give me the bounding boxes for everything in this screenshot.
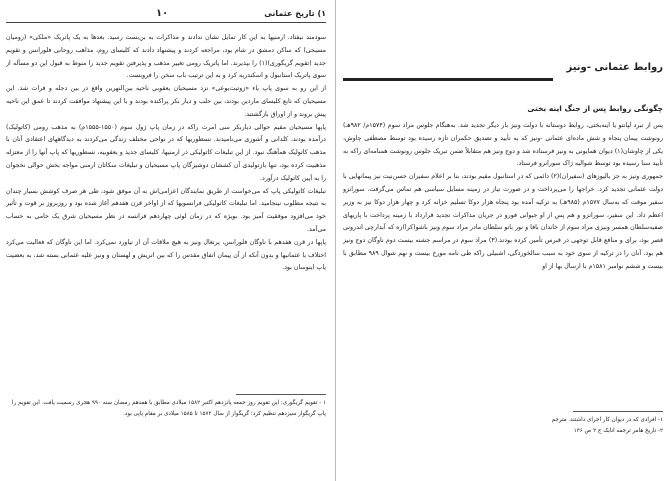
- footnote: ۱- افرادی که در دیوان کار اجرای داشتند. مترجم: [551, 417, 663, 423]
- right-page: [343, 6, 663, 475]
- left-page: [6, 6, 326, 475]
- left-footnotes: [6, 398, 326, 419]
- left-page-body: [6, 32, 326, 387]
- section-title: چگونگی روابط پس از جنگ اینه بختی: [527, 104, 663, 113]
- paragraph: پاپها در قرن هفدهم با ناوگان فلورانس، پرتغال ونیز به هیچ ملاقات آن از نیاورد نمی‌کرد. اما این ناوگان که فعالیت می‌کرد اختلاف با عثمانیها و بدون آنکه از آن پیمان اتفاق مقدس را که بین اتریش و لهستان و ونیز علیه عثمانی بسته شد، به بعضیت پاپ اینوسان بود.: [6, 238, 326, 272]
- book-gutter: [335, 0, 336, 481]
- right-page-body: [343, 120, 663, 396]
- paragraph: جمهوری ونیز به جز بالیوزهای (سفیران)(۲) دائمی که در استانبول مقیم بودند، بنا بر اعلام سفیران حسن‌نیت نیز پیمانهایی با دولت عثمانی تجدید کرد. خراجها را می‌پرداخت و در صورت نیاز در زمینه مسایل سیاسی هم تماس می‌گرفت. سورانزو سفیر موقت که به‌سال ۱۵۷۷م (۹۸۵هـ) به ترکیه آمده بود پنجاه هزار دوکا تسلیم خزانه کرد و چهار هزار دوکا نیز به وزیر اعظم داد. این سفیر، سورانزو و هم پس از او جیوانی فورو در جریان مذاکرات تجدید قرارداد با زمینه پرداخت با پاریهای صفیه‌سلطان همسر ونیزی مراد سوم از خاندان بافا و نور بانو سلطان مادر مراد سوم ونیز باشو(کرا)زه که آبدارچی اندرونی قصر بود، برای و منافع قابل توجهی در قبرس تأمین کرده بودند.(۳) مراد سوم در مراسم جشنه بیست دوم ناوگان دوج ونیز هم بود. آنان را در ترکیه از سوی خود به سبب سالخوردگی، اشبیلی راکه طی نامه مورخ بیست و نهم شوال ۹۸۹ مطابق با بیست و ششم نوامبر ۱۵۸۱م با ارسال بها از او: [343, 173, 663, 270]
- footnote-divider: [573, 411, 663, 412]
- running-head: ۱) تاریخ عثمانی: [264, 9, 326, 18]
- paragraph: پس از نبرد لپانتو یا اینه‌بختی، روابط دوستانه با دولت ونیز بار دیگر تجدید شد. به‌هنگام جلوس مراد سوم (۱۵۷۴م/ ۹۸۲هـ) رونوشت پیمان پنجاه و شش ماده‌ای عثمانی -ونیز که به تأیید و تصدیق حکمران تازه رسیده بود توسط مصطفی چاوش، یکی از چاوشان(۱) دیوان همایونی به ونیز فرستاده شد و دوج ونیز هم متقابلاً ضمن تبریک جلوس رونوشت همنامه‌ای راکه به تأیید سنا رسیده بود توسط شوالیه ژاک سورانزو فرستاد.: [343, 122, 663, 168]
- footnote: ۱ - تقویم گریگوری: این تقویم روز جمعه پانزدهم اکتبر ۱۵۸۲ میلادی مطابق با هفدهم رمضان سنه ۹۹۰ هجری رسمیت یافت. این تقویم را پاپ گریگوار سیزدهم تنظیم کرد؛ گریگوار از سال ۱۵۷۲ تا ۱۵۸۵ میلادی بر مقام پاپی بود.: [12, 400, 326, 417]
- left-page-header: [6, 6, 326, 23]
- paragraph: تبلیغات کاتولیکی پاپ که می‌خواست از طریق نمایندگان اعزامی‌اش به آن موفق شود، طی هر صرف کوشش بسیار چندان به نتیجه مطلوب نینجامید. اما تبلیغات کاتولیکی فرانسویها که از اواخر قرن هفدهم آغاز شده بود و روزبروز بر قوت و تأثیر خود می‌افزود موفقیت آمیز بود. بویژه که در زمان لوئی چهاردهم فرانسه در نظر مسیحیان شرق یک حامی به حساب می‌آمد.: [6, 187, 326, 233]
- chapter-title-rule: [343, 78, 553, 81]
- paragraph: از این رو به سوی پاپ یاء «زوتیت‌یوعی» نزد مسیحیان یعقوبی ناحیه بین‌النهرین واقع در بین دجله و فرات شد. این مسیحیان که تابع کلیسای ماردین بودند، بین حلب و دیار بکر پراکنده بودند و با این پیشنهاد موافقت کردند تا عمق این ناحیه پیش بروند و از اوراق بازگشتند.: [6, 85, 326, 118]
- chapter-title: روابط عثمانی -ونیز: [566, 62, 663, 73]
- footnote: ۲- تاریخ هامر ترجمه اتابک ج ۲ ص ۱۳۶: [573, 427, 663, 434]
- page-number: ۱۰: [156, 8, 169, 19]
- footnote-divider: [236, 394, 326, 395]
- paragraph: سودمند نیفتاد. ارمنیها به این کار تمایل نشان ندادند و مذاکرات به بن‌بست رسید. بعدها به یک پاتریک «ملکی» (رومیان مسیحی) که ساکن دمشق در شام بود، مراجعه کردند و پیشنهاد دادند که کلیسای روم، مذاهب روحانی فلورانس و تقویم جدید (تقویم گریگوری)(۱) را بپذیرند. اما پاتریک رومی تغییر مذهب و پذیرفتن تقویم جدید را منوط به قبول این دو مسأله از سوی پاتریک استانبول و اسکندریه کرد و به این ترتیب باب سخن را فروبست.: [6, 34, 326, 80]
- right-footnotes: [343, 415, 663, 436]
- paragraph: پاپها مسیحیان مقیم حوالی دیاربکر سی امرت راکه در زمان پاپ ژول سوم (۱۵۵۰-۱۵۵۵م) به مذهب رومی (کاتولیک) درآمده بودند، کلدانی و آشوری می‌نامیدند. نسطوریها که در نواحی مختلف زندگی می‌کردند به دیدگاههای اعتقادی آنان با مذهب کاتولیک همآهنگ نبود. از این تبلیغات کاتولیکی در ارمنیها، کلیسای جدید و یعقوبیه، نسطوریها که پاپ آنها را از معتزله مذهبیت کرده بود، تنها بازتولیدی آن کششان دوشیزگان پاپ مسیحیان و تبلیغات سکاتان ارمنی مواجه بخش حوالی نخجوان را به آیین کاتولیک درآورد.: [6, 123, 326, 182]
